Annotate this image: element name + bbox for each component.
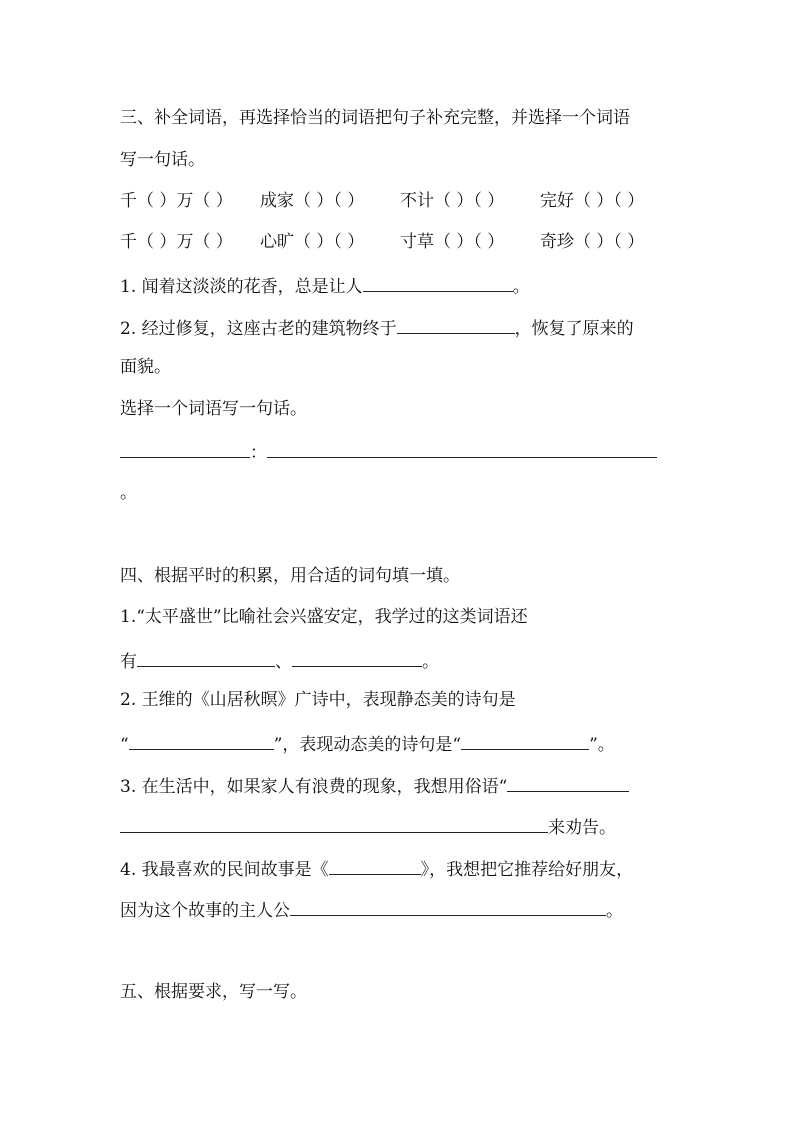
s4-q1-line2 (120, 649, 439, 672)
word-item: 完好（ ）（ ） (540, 191, 645, 211)
s4-q4-prefix: 4. 我最喜欢的民间故事是《 (120, 860, 329, 880)
s3-choose-label: 选择一个词语写一句话。 (120, 399, 307, 419)
s4-q2-line2 (120, 732, 615, 755)
s4-q2-mid: ”，表现动态美的诗句是“ (273, 735, 462, 755)
s4-q2-line1: 2. 王维的《山居秋暝》广诗中，表现静态美的诗句是 (120, 690, 516, 710)
s4-q4-blank-2[interactable] (290, 898, 606, 916)
word-item: 千（ ）万（ ） (120, 232, 233, 252)
section5-title: 五、根据要求，写一写。 (120, 982, 307, 1002)
s4-q1-blank-2[interactable] (292, 649, 422, 667)
s4-q2-close: ”。 (589, 735, 615, 755)
section3-title-line1: 三、补全词语，再选择恰当的词语把句子补充完整，并选择一个词语 (120, 108, 630, 128)
s3-q1-prefix: 1. 闻着这淡淡的花香，总是让人 (120, 277, 363, 297)
s3-q2-suffix: ，恢复了原来的 (514, 319, 634, 339)
s3-colon: ： (250, 443, 267, 463)
s4-q1-line1: 1.“太平盛世”比喻社会兴盛安定，我学过的这类词语还 (120, 607, 528, 627)
word-item: 不计（ ）（ ） (400, 191, 505, 211)
s4-q4-line2 (120, 898, 623, 921)
s4-q2-blank-2[interactable] (461, 732, 589, 750)
s3-question-1 (120, 274, 530, 297)
s4-q1-sep: 、 (275, 652, 292, 672)
s3-q2-blank[interactable] (397, 316, 515, 334)
word-item: 成家（ ）（ ） (260, 191, 365, 211)
s4-q3-blank-2[interactable] (120, 815, 548, 833)
s3-word-blank[interactable] (120, 440, 250, 458)
word-item: 心旷（ ）（ ） (260, 232, 365, 252)
s4-q3-line1 (120, 774, 629, 797)
word-item: 千（ ）万（ ） (120, 191, 233, 211)
word-item: 奇珍（ ）（ ） (540, 232, 645, 252)
s3-q1-suffix: 。 (512, 277, 530, 297)
s3-sentence-row (120, 440, 657, 463)
s4-q4-blank-1[interactable] (329, 857, 421, 875)
s4-q4-mid: 》，我想把它推荐给好朋友， (420, 860, 634, 880)
s4-q3-prefix: 3. 在生活中，如果家人有浪费的现象，我想用俗语“ (120, 777, 508, 797)
s3-q2-prefix: 2. 经过修复，这座古老的建筑物终于 (120, 319, 397, 339)
s4-q3-blank-1[interactable] (507, 774, 629, 792)
word-item: 寸草（ ）（ ） (400, 232, 505, 252)
s4-q4-suffix: 。 (606, 901, 623, 921)
s3-sentence-period: 。 (120, 483, 137, 503)
s4-q3-suffix: 来劝告。 (548, 818, 616, 838)
section3-title-line2: 写一句话。 (120, 150, 205, 170)
s4-q2-open: “ (120, 735, 129, 755)
s4-q1-blank-1[interactable] (137, 649, 275, 667)
section4-title: 四、根据平时的积累，用合适的词句填一填。 (120, 566, 460, 586)
s3-question-2 (120, 316, 634, 339)
s4-q4-line2-prefix: 因为这个故事的主人公 (120, 901, 290, 921)
s3-sentence-blank[interactable] (267, 440, 657, 458)
s4-q1-suffix: 。 (422, 652, 439, 672)
s4-q1-prefix: 有 (120, 652, 137, 672)
s3-q2-line2: 面貌。 (120, 357, 171, 377)
s4-q4-line1 (120, 857, 633, 880)
s4-q3-line2 (120, 815, 616, 838)
s4-q2-blank-1[interactable] (129, 732, 274, 750)
s3-q1-blank[interactable] (363, 274, 513, 292)
